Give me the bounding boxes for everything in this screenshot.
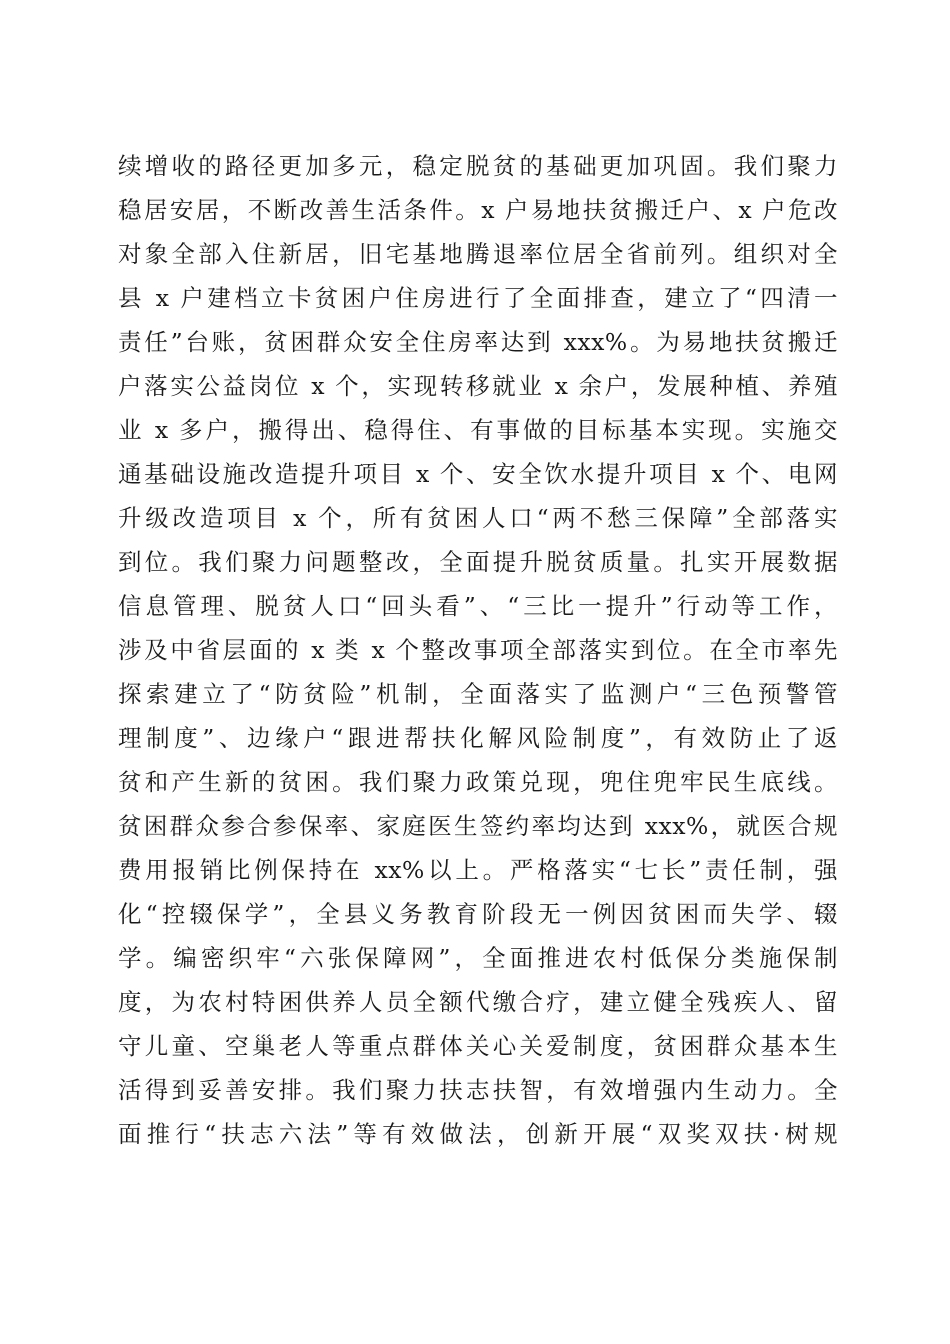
text-line: 县 x 户建档立卡贫困户住房进行了全面排查，建立了“四清一 <box>118 284 838 312</box>
text-line: 贫和产生新的贫困。我们聚力政策兑现，兜住兜牢民生底线。 <box>118 768 838 796</box>
text-line: 贫困群众参合参保率、家庭医生签约率均达到 xxx%，就医合规 <box>118 812 838 840</box>
text-line: 费用报销比例保持在 xx%以上。严格落实“七长”责任制，强 <box>118 856 838 884</box>
text-line: 升级改造项目 x 个，所有贫困人口“两不愁三保障”全部落实 <box>118 504 838 532</box>
text-line: 通基础设施改造提升项目 x 个、安全饮水提升项目 x 个、电网 <box>118 460 838 488</box>
text-line: 面推行“扶志六法”等有效做法，创新开展“双奖双扶·树规 <box>118 1120 838 1148</box>
text-line: 信息管理、脱贫人口“回头看”、“三比一提升”行动等工作， <box>118 592 838 620</box>
text-line: 稳居安居，不断改善生活条件。x 户易地扶贫搬迁户、x 户危改 <box>118 196 838 224</box>
text-line: 守儿童、空巢老人等重点群体关心关爱制度，贫困群众基本生 <box>118 1032 838 1060</box>
text-line: 探索建立了“防贫险”机制，全面落实了监测户“三色预警管 <box>118 680 838 708</box>
text-line: 责任”台账，贫困群众安全住房率达到 xxx%。为易地扶贫搬迁 <box>118 328 838 356</box>
text-line: 户落实公益岗位 x 个，实现转移就业 x 余户，发展种植、养殖 <box>118 372 838 400</box>
text-line: 理制度”、边缘户“跟进帮扶化解风险制度”，有效防止了返 <box>118 724 838 752</box>
text-line: 到位。我们聚力问题整改，全面提升脱贫质量。扎实开展数据 <box>118 548 838 576</box>
body-text <box>118 144 838 1156</box>
text-line: 学。编密织牢“六张保障网”，全面推进农村低保分类施保制 <box>118 944 838 972</box>
text-line: 涉及中省层面的 x 类 x 个整改事项全部落实到位。在全市率先 <box>118 636 838 664</box>
text-line: 活得到妥善安排。我们聚力扶志扶智，有效增强内生动力。全 <box>118 1076 838 1104</box>
text-line: 续增收的路径更加多元，稳定脱贫的基础更加巩固。我们聚力 <box>118 152 838 180</box>
text-line: 业 x 多户，搬得出、稳得住、有事做的目标基本实现。实施交 <box>118 416 838 444</box>
text-line: 度，为农村特困供养人员全额代缴合疗，建立健全残疾人、留 <box>118 988 838 1016</box>
text-line: 对象全部入住新居，旧宅基地腾退率位居全省前列。组织对全 <box>118 240 838 268</box>
text-line: 化“控辍保学”，全县义务教育阶段无一例因贫困而失学、辍 <box>118 900 838 928</box>
